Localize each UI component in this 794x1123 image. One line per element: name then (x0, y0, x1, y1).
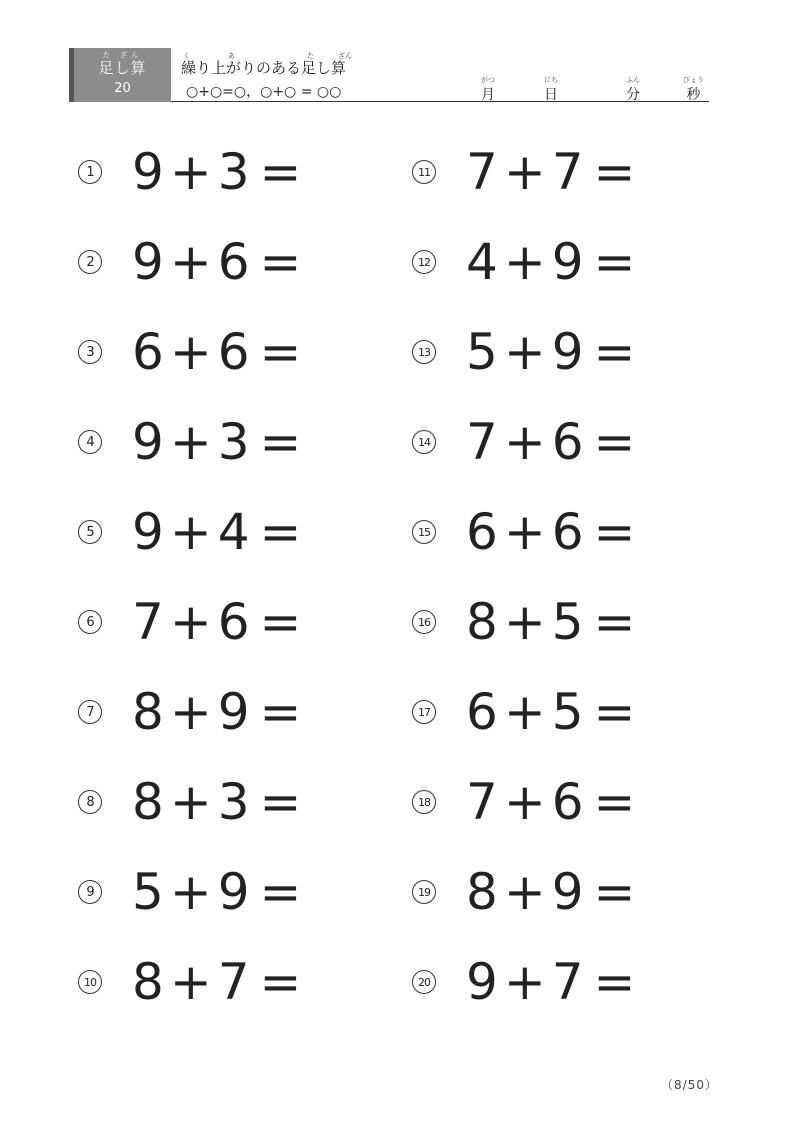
operand-b: 4 (217, 503, 250, 561)
operand-a: 6 (132, 323, 164, 381)
problem-item (78, 772, 301, 832)
operand-a: 8 (132, 773, 164, 831)
category-ruby: た ざん (102, 51, 143, 59)
problem-pattern: ○+○=○，○+○ = ○○ (186, 84, 342, 100)
equals-sign: = (593, 683, 636, 741)
category-box (69, 48, 171, 102)
equals-sign: = (593, 503, 636, 561)
equals-sign: = (259, 143, 302, 201)
operand-a: 9 (132, 143, 164, 201)
operand-a: 7 (466, 413, 498, 471)
minute-ruby: ふん (626, 76, 640, 84)
problem-number: 7 (78, 700, 102, 724)
equals-sign: = (259, 953, 302, 1011)
problem-expression (132, 953, 301, 1011)
problem-item (412, 682, 635, 742)
operand-a: 6 (466, 503, 498, 561)
equals-sign: = (259, 863, 302, 921)
problem-expression (132, 143, 301, 201)
plus-sign: + (169, 143, 212, 201)
ruby-a: あ (228, 52, 235, 60)
plus-sign: + (503, 233, 546, 291)
equals-sign: = (259, 233, 302, 291)
operand-b: 9 (551, 323, 584, 381)
worksheet-header (69, 48, 709, 102)
operand-b: 5 (551, 683, 584, 741)
problem-item (78, 232, 301, 292)
problem-expression (466, 323, 635, 381)
month-field[interactable] (481, 75, 495, 104)
problem-expression (466, 683, 635, 741)
problem-number: 13 (412, 340, 436, 364)
operand-a: 9 (132, 233, 164, 291)
operand-b: 9 (217, 683, 250, 741)
problem-number: 2 (78, 250, 102, 274)
equals-sign: = (593, 953, 636, 1011)
problem-expression (132, 413, 301, 471)
problem-item (78, 502, 301, 562)
operand-a: 5 (466, 323, 498, 381)
operand-b: 6 (551, 413, 584, 471)
operand-b: 3 (217, 143, 250, 201)
problem-number: 20 (412, 970, 436, 994)
day-label: 日 (544, 87, 558, 103)
problem-expression (466, 953, 635, 1011)
problem-item (78, 592, 301, 652)
problem-number: 15 (412, 520, 436, 544)
plus-sign: + (169, 233, 212, 291)
operand-a: 5 (132, 863, 164, 921)
problem-number: 19 (412, 880, 436, 904)
operand-a: 6 (466, 683, 498, 741)
problem-expression (132, 233, 301, 291)
equals-sign: = (259, 593, 302, 651)
category-number: 20 (114, 81, 131, 96)
category-title: 足し算 (98, 59, 147, 77)
plus-sign: + (169, 323, 212, 381)
problem-number: 10 (78, 970, 102, 994)
problem-expression (466, 143, 635, 201)
minute-field[interactable] (626, 75, 640, 104)
second-field[interactable] (683, 75, 704, 104)
plus-sign: + (503, 863, 546, 921)
operand-b: 9 (551, 233, 584, 291)
problem-expression (132, 503, 301, 561)
problem-item (412, 772, 635, 832)
day-field[interactable] (544, 75, 558, 104)
equals-sign: = (593, 593, 636, 651)
problem-item (78, 142, 301, 202)
ruby-ta: た (307, 52, 314, 60)
month-label: 月 (481, 87, 495, 103)
operand-a: 8 (132, 683, 164, 741)
problem-item (412, 142, 635, 202)
problem-item (412, 592, 635, 652)
header-rule (171, 101, 709, 102)
plus-sign: + (503, 773, 546, 831)
problem-expression (466, 413, 635, 471)
problem-number: 11 (412, 160, 436, 184)
plus-sign: + (503, 593, 546, 651)
problem-item (412, 322, 635, 382)
operand-b: 9 (551, 863, 584, 921)
page-counter: （8/50） (661, 1078, 718, 1092)
operand-a: 8 (466, 593, 498, 651)
equals-sign: = (259, 773, 302, 831)
worksheet-title: 繰り上がりのある足し算 (181, 59, 347, 77)
plus-sign: + (169, 593, 212, 651)
problem-expression (466, 773, 635, 831)
problem-number: 1 (78, 160, 102, 184)
problem-item (78, 682, 301, 742)
operand-b: 6 (217, 593, 250, 651)
problem-number: 12 (412, 250, 436, 274)
operand-a: 7 (466, 143, 498, 201)
equals-sign: = (259, 503, 302, 561)
operand-b: 6 (551, 503, 584, 561)
plus-sign: + (503, 413, 546, 471)
problem-number: 16 (412, 610, 436, 634)
operand-a: 7 (132, 593, 164, 651)
equals-sign: = (259, 683, 302, 741)
operand-b: 7 (551, 143, 584, 201)
operand-b: 5 (551, 593, 584, 651)
operand-b: 6 (551, 773, 584, 831)
problem-expression (466, 863, 635, 921)
problem-item (78, 862, 301, 922)
operand-a: 8 (466, 863, 498, 921)
equals-sign: = (593, 233, 636, 291)
minute-label: 分 (626, 87, 640, 103)
operand-a: 9 (132, 503, 164, 561)
problem-number: 17 (412, 700, 436, 724)
equals-sign: = (593, 143, 636, 201)
operand-a: 8 (132, 953, 164, 1011)
operand-b: 3 (217, 413, 250, 471)
plus-sign: + (503, 323, 546, 381)
problem-item (78, 412, 301, 472)
problem-item (412, 862, 635, 922)
operand-b: 6 (217, 323, 250, 381)
problem-expression (132, 773, 301, 831)
problem-number: 3 (78, 340, 102, 364)
plus-sign: + (503, 503, 546, 561)
problem-number: 8 (78, 790, 102, 814)
plus-sign: + (503, 683, 546, 741)
operand-b: 3 (217, 773, 250, 831)
second-label: 秒 (686, 87, 701, 103)
problem-item (78, 952, 301, 1012)
problem-item (412, 412, 635, 472)
operand-b: 6 (217, 233, 250, 291)
plus-sign: + (169, 863, 212, 921)
ruby-zan: ざん (338, 52, 352, 60)
equals-sign: = (593, 773, 636, 831)
equals-sign: = (593, 863, 636, 921)
operand-a: 4 (466, 233, 498, 291)
operand-b: 7 (551, 953, 584, 1011)
problem-expression (132, 683, 301, 741)
plus-sign: + (169, 503, 212, 561)
problem-expression (466, 233, 635, 291)
problem-item (78, 322, 301, 382)
equals-sign: = (259, 413, 302, 471)
month-ruby: がつ (481, 76, 495, 84)
operand-a: 9 (466, 953, 498, 1011)
second-ruby: びょう (683, 76, 704, 84)
plus-sign: + (503, 953, 546, 1011)
problem-number: 4 (78, 430, 102, 454)
equals-sign: = (259, 323, 302, 381)
problem-expression (132, 863, 301, 921)
problem-number: 6 (78, 610, 102, 634)
problem-item (412, 952, 635, 1012)
operand-a: 9 (132, 413, 164, 471)
problem-number: 18 (412, 790, 436, 814)
problem-number: 9 (78, 880, 102, 904)
ruby-ku: く (183, 52, 190, 60)
day-ruby: にち (544, 76, 558, 84)
operand-b: 9 (217, 863, 250, 921)
problem-expression (466, 593, 635, 651)
plus-sign: + (169, 413, 212, 471)
equals-sign: = (593, 323, 636, 381)
problem-expression (132, 593, 301, 651)
problem-item (412, 502, 635, 562)
problem-number: 5 (78, 520, 102, 544)
plus-sign: + (503, 143, 546, 201)
problem-number: 14 (412, 430, 436, 454)
operand-a: 7 (466, 773, 498, 831)
plus-sign: + (169, 773, 212, 831)
equals-sign: = (593, 413, 636, 471)
plus-sign: + (169, 683, 212, 741)
problem-expression (132, 323, 301, 381)
problem-item (412, 232, 635, 292)
operand-b: 7 (217, 953, 250, 1011)
plus-sign: + (169, 953, 212, 1011)
problem-expression (466, 503, 635, 561)
